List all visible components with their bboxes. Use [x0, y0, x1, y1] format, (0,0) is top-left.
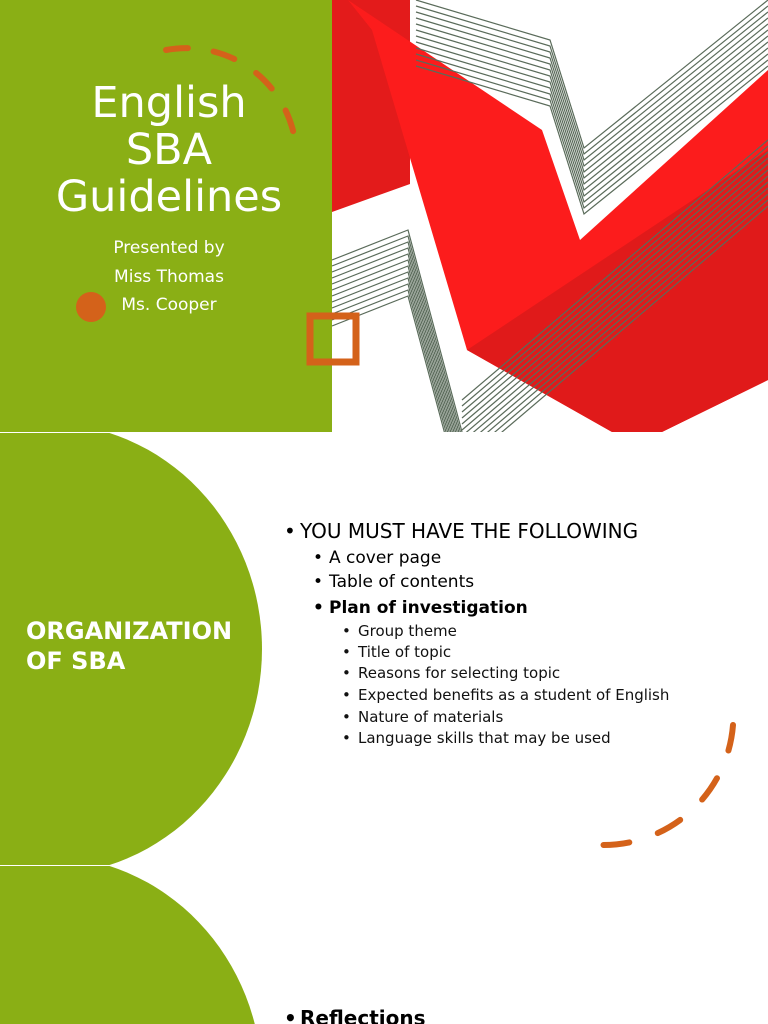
orange-decorations: [0, 0, 768, 432]
title-line-1: English: [91, 78, 247, 128]
bullet-reflections: • Reflections: [284, 1006, 426, 1024]
title-line-3: Guidelines: [55, 172, 283, 222]
dashed-arc-icon: [603, 725, 733, 845]
slide-heading: ORGANIZATION OF SBA: [26, 617, 233, 675]
bullet-cover-page: • A cover page: [313, 548, 442, 568]
presenter-name-2: Ms. Cooper: [121, 295, 217, 315]
orange-square-icon: [310, 316, 356, 362]
plan-item: • Reasons for selecting topic: [342, 664, 561, 682]
reflections-slide: [0, 866, 768, 1024]
presented-by-label: Presented by: [113, 238, 225, 258]
bullet-table-of-contents: • Table of contents: [313, 572, 475, 592]
dashed-arc-icon: [166, 48, 296, 148]
plan-item: • Nature of materials: [342, 708, 504, 726]
title-line-2: SBA: [125, 125, 213, 175]
green-semicircle: [0, 866, 262, 1024]
orange-dashed-arc: [0, 433, 768, 865]
bullet-main: • YOU MUST HAVE THE FOLLOWING: [284, 519, 639, 543]
plan-item: • Title of topic: [342, 643, 452, 661]
organization-slide: [0, 433, 768, 865]
title-slide: [0, 0, 768, 432]
plan-item: • Group theme: [342, 622, 457, 640]
plan-item: • Language skills that may be used: [342, 729, 611, 747]
presenter-name-1: Miss Thomas: [114, 266, 224, 287]
bullet-plan-of-investigation: • Plan of investigation: [313, 598, 528, 618]
plan-item: • Expected benefits as a student of English: [342, 686, 670, 704]
orange-dot-icon: [76, 292, 106, 322]
